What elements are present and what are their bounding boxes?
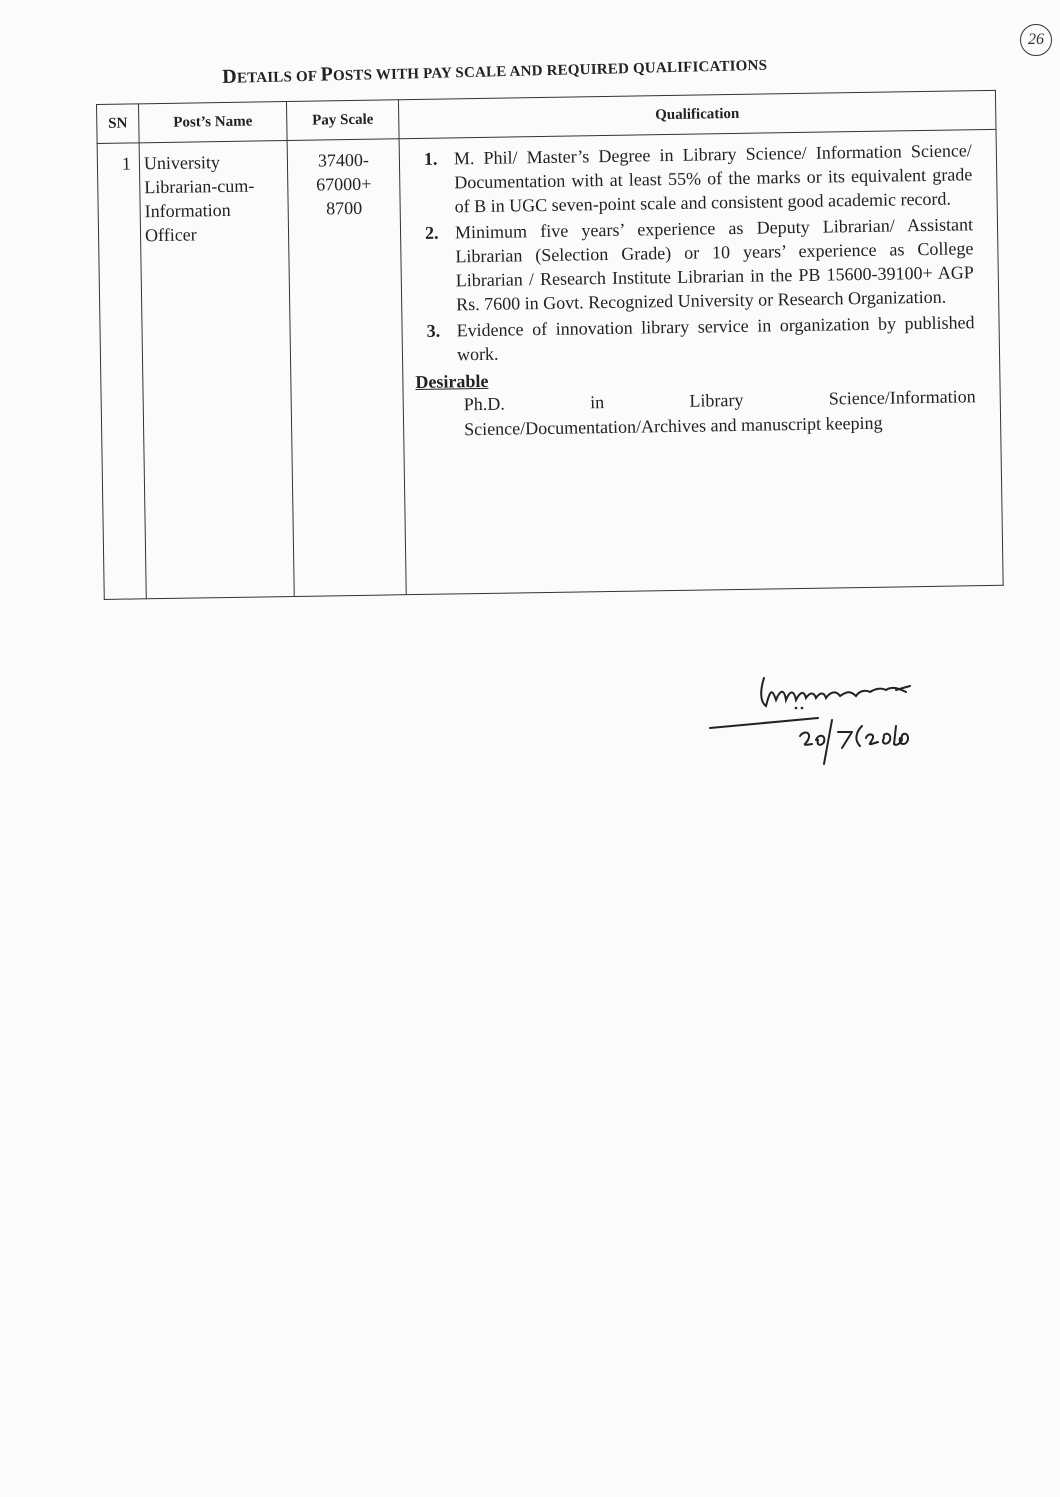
- signature-scrawl: [761, 678, 910, 706]
- pay-scale-line: 8700: [326, 197, 363, 219]
- header-sn: SN: [97, 104, 140, 144]
- page-number: [1020, 24, 1052, 56]
- post-name-line: Information: [144, 199, 231, 222]
- document-title: [222, 49, 902, 89]
- title-rest-1: ETAILS OF: [236, 68, 321, 87]
- title-rest-2: OSTS WITH PAY SCALE AND REQUIRED QUALIFICATIONS: [332, 57, 768, 85]
- qualification-number: 2.: [424, 222, 439, 243]
- qualification-text: M. Phil/ Master’s Degree in Library Science/ Information Science/ Documentation with at least 55% of the marks or its equivalent grade of B in UGC seven-point scale and consistent good academic record.: [453, 140, 973, 217]
- pay-scale-line: 37400-: [317, 149, 370, 171]
- signature-date: [800, 720, 908, 764]
- qualification-item: [423, 138, 973, 218]
- posts-table: [96, 90, 1004, 600]
- pay-scale-line: 67000+: [316, 173, 372, 195]
- qualification-list: [404, 138, 995, 367]
- qualification-item: [426, 310, 975, 366]
- title-cap-2: P: [320, 63, 334, 86]
- header-qualification: Qualification: [398, 90, 996, 138]
- cell-post-name: [139, 141, 294, 599]
- posts-table-wrapper: [96, 90, 1004, 600]
- table-row: [97, 129, 1003, 599]
- handwritten-signature: [700, 660, 960, 770]
- cell-sn: 1: [97, 143, 146, 600]
- qualification-number: 1.: [423, 148, 438, 169]
- qualification-text: Minimum five years’ experience as Deputy Librarian/ Assistant Librarian (Selection Grade) or 10 years’ experience as College Librarian / Research Institute Librarian in the PB 15600-39100+ AGP Rs. 7600 in Govt. Recognized University or Research Organization.: [454, 214, 974, 315]
- cell-qualification: [399, 129, 1003, 594]
- qualification-number: 3.: [426, 320, 441, 341]
- desirable-heading: Desirable: [415, 370, 489, 393]
- desirable-text: Ph.D. in Library Science/Information Science/Documentation/Archives and manuscript keeping: [463, 386, 976, 440]
- cell-pay-scale: [287, 139, 406, 597]
- post-name-line: Librarian-cum-: [144, 175, 255, 198]
- header-pay-scale: Pay Scale: [286, 100, 399, 141]
- signature-underline: [710, 718, 818, 728]
- post-name-line: University: [143, 152, 221, 174]
- header-post-name: Post’s Name: [139, 102, 288, 143]
- qualification-item: [424, 212, 974, 316]
- post-name-line: Officer: [144, 224, 197, 246]
- title-cap-1: D: [222, 65, 238, 88]
- page-number-text: 26: [1028, 31, 1044, 48]
- qualification-text: Evidence of innovation library service in organization by published work.: [456, 312, 975, 365]
